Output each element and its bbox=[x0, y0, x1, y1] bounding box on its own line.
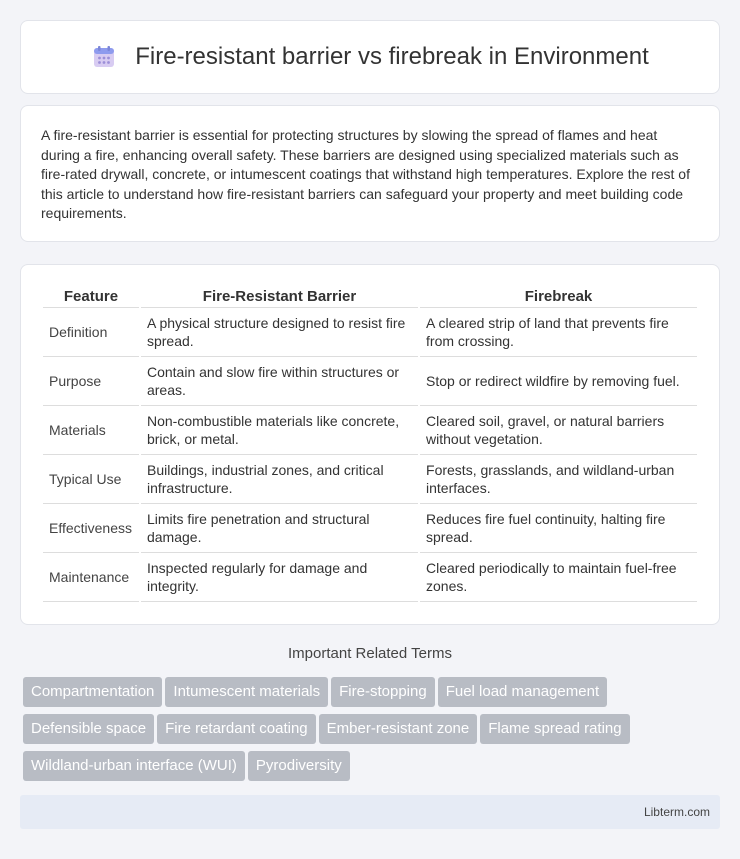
feature-cell: Materials bbox=[43, 406, 139, 455]
page-header bbox=[20, 20, 720, 94]
table-row bbox=[43, 455, 697, 504]
feature-cell: Maintenance bbox=[43, 553, 139, 602]
barrier-cell: Contain and slow fire within structures or areas. bbox=[141, 357, 418, 406]
feature-cell: Definition bbox=[43, 308, 139, 357]
column-header: Fire-Resistant Barrier bbox=[141, 285, 418, 308]
firebreak-cell: Reduces fire fuel continuity, halting fire spread. bbox=[420, 504, 697, 553]
feature-cell: Purpose bbox=[43, 357, 139, 406]
related-term-tag[interactable]: Pyrodiversity bbox=[248, 751, 350, 781]
table-row bbox=[43, 553, 697, 602]
column-header: Feature bbox=[43, 285, 139, 308]
table-row bbox=[43, 406, 697, 455]
related-term-tag[interactable]: Wildland-urban interface (WUI) bbox=[23, 751, 245, 781]
barrier-cell: A physical structure designed to resist fire spread. bbox=[141, 308, 418, 357]
intro-section bbox=[20, 105, 720, 242]
related-term-tag[interactable]: Compartmentation bbox=[23, 677, 162, 707]
related-term-tag[interactable]: Intumescent materials bbox=[165, 677, 328, 707]
related-terms-list bbox=[23, 677, 723, 788]
barrier-cell: Buildings, industrial zones, and critical infrastructure. bbox=[141, 455, 418, 504]
feature-cell: Effectiveness bbox=[43, 504, 139, 553]
column-header: Firebreak bbox=[420, 285, 697, 308]
page-title: Fire-resistant barrier vs firebreak in Environment bbox=[135, 43, 649, 70]
barrier-cell: Inspected regularly for damage and integrity. bbox=[141, 553, 418, 602]
firebreak-cell: Cleared periodically to maintain fuel-free zones. bbox=[420, 553, 697, 602]
footer-site-link[interactable]: Libterm.com bbox=[643, 805, 710, 819]
table-row bbox=[43, 504, 697, 553]
related-term-tag[interactable]: Ember-resistant zone bbox=[319, 714, 478, 744]
firebreak-cell: A cleared strip of land that prevents fire from crossing. bbox=[420, 308, 697, 357]
calendar-icon bbox=[91, 44, 117, 70]
table-row bbox=[43, 357, 697, 406]
table-header-row bbox=[43, 285, 697, 308]
table-row bbox=[43, 308, 697, 357]
footer bbox=[20, 795, 720, 829]
related-term-tag[interactable]: Fire-stopping bbox=[331, 677, 435, 707]
related-term-tag[interactable]: Fuel load management bbox=[438, 677, 607, 707]
intro-text: A fire-resistant barrier is essential for protecting structures by slowing the spread of flames and heat during a fire, enhancing overall safety. These barriers are designed using specialized materials such as fire-rated drywall, concrete, or intumescent coatings that withstand high temperatures. Explore the rest of this article to understand how fire-resistant barriers can safeguard your property and meet building code requirements. bbox=[41, 127, 690, 221]
barrier-cell: Non-combustible materials like concrete, brick, or metal. bbox=[141, 406, 418, 455]
barrier-cell: Limits fire penetration and structural damage. bbox=[141, 504, 418, 553]
firebreak-cell: Forests, grasslands, and wildland-urban interfaces. bbox=[420, 455, 697, 504]
firebreak-cell: Cleared soil, gravel, or natural barriers without vegetation. bbox=[420, 406, 697, 455]
related-term-tag[interactable]: Flame spread rating bbox=[480, 714, 629, 744]
comparison-table bbox=[41, 285, 699, 602]
firebreak-cell: Stop or redirect wildfire by removing fuel. bbox=[420, 357, 697, 406]
related-term-tag[interactable]: Fire retardant coating bbox=[157, 714, 316, 744]
related-term-tag[interactable]: Defensible space bbox=[23, 714, 154, 744]
feature-cell: Typical Use bbox=[43, 455, 139, 504]
comparison-table-card bbox=[20, 264, 720, 625]
related-terms-title: Important Related Terms bbox=[288, 645, 452, 662]
